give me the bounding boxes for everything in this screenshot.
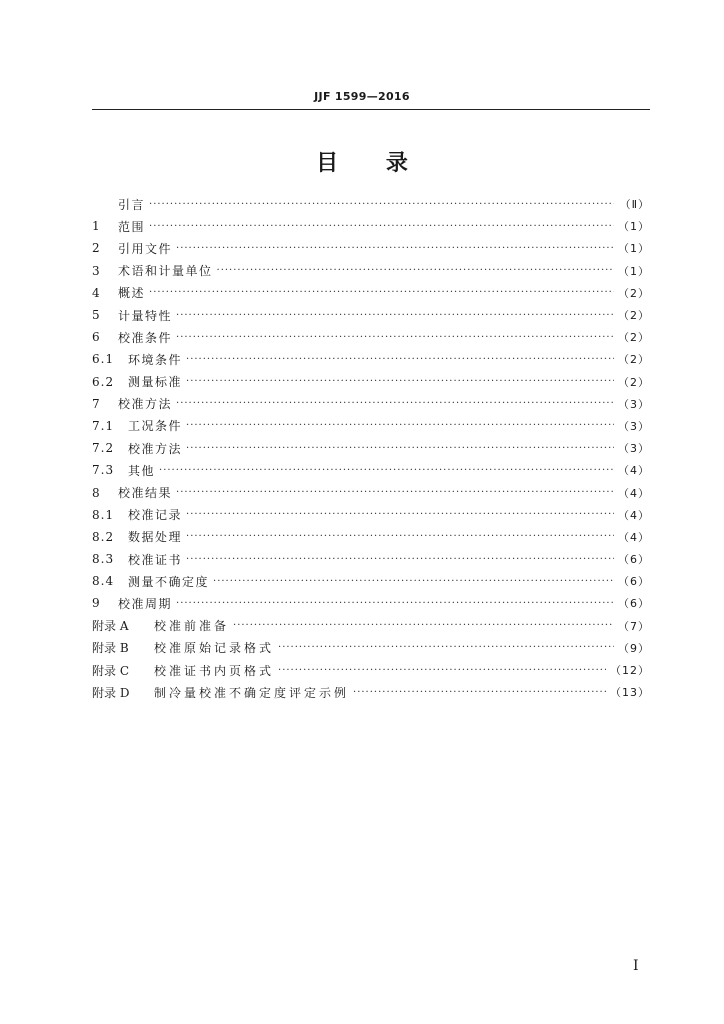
- toc-entry-page: （3）: [618, 419, 650, 433]
- toc-entry-page: （1）: [618, 220, 650, 234]
- toc-entry[interactable]: [92, 659, 650, 681]
- toc-entry-page: （4）: [618, 486, 650, 500]
- toc-entry-page: （9）: [618, 641, 650, 655]
- toc-entry[interactable]: [92, 504, 650, 526]
- toc-leader-dots: [353, 687, 606, 698]
- toc-entry[interactable]: [92, 371, 650, 393]
- page-title: 目 录: [316, 151, 408, 176]
- toc-entry-title: 校准证书内页格式: [154, 663, 275, 678]
- toc-entry-page: （12）: [610, 664, 650, 678]
- toc-entry-number: 附录 B: [92, 641, 129, 656]
- toc-entry[interactable]: [92, 615, 650, 637]
- toc-entry-number: 8.2: [92, 529, 115, 544]
- toc-entry-title: 术语和计量单位: [118, 264, 213, 279]
- toc-entry[interactable]: [92, 481, 650, 503]
- toc-entry-number: 2: [92, 241, 101, 256]
- toc-entry[interactable]: [92, 215, 650, 237]
- toc-entry-page: （4）: [618, 530, 650, 544]
- toc-entry-number: 8.3: [92, 552, 115, 567]
- toc-entry-page: （4）: [618, 464, 650, 478]
- toc-leader-dots: [186, 443, 614, 454]
- toc-entry[interactable]: [92, 237, 650, 259]
- toc-entry-page: （Ⅱ）: [619, 198, 650, 212]
- toc-entry-page: （3）: [618, 442, 650, 456]
- toc-entry-page: （3）: [618, 397, 650, 411]
- toc-entry-number: 4: [92, 285, 101, 300]
- toc-entry[interactable]: [92, 548, 650, 570]
- toc-entry[interactable]: [92, 526, 650, 548]
- toc-entry-number: 附录 D: [92, 685, 130, 700]
- toc-entry[interactable]: [92, 282, 650, 304]
- toc-entry-title: 校准证书: [128, 552, 183, 567]
- toc-leader-dots: [186, 531, 614, 542]
- toc-leader-dots: [176, 243, 614, 254]
- toc-entry-number: 7.1: [92, 418, 115, 433]
- toc-entry-page: （6）: [618, 575, 650, 589]
- toc-entry-page: （1）: [618, 242, 650, 256]
- page-number: I: [633, 958, 639, 974]
- toc-entry[interactable]: [92, 570, 650, 592]
- toc-entry-title: 其他: [128, 463, 156, 478]
- toc-entry[interactable]: [92, 437, 650, 459]
- toc-entry[interactable]: [92, 326, 650, 348]
- toc-entry[interactable]: [92, 348, 650, 370]
- toc-entry-title: 测量标准: [128, 375, 183, 390]
- toc-entry-page: （4）: [618, 508, 650, 522]
- toc-entry-title: 工况条件: [128, 419, 183, 434]
- toc-leader-dots: [278, 665, 606, 676]
- toc-entry-number: 1: [92, 219, 101, 234]
- toc-entry-title: 引用文件: [118, 241, 173, 256]
- toc-leader-dots: [278, 642, 614, 653]
- toc-entry-page: （13）: [610, 686, 650, 700]
- toc-entry-title: 校准结果: [118, 486, 173, 501]
- toc-entry-number: 7: [92, 396, 101, 411]
- toc-leader-dots: [176, 332, 614, 343]
- toc-leader-dots: [233, 620, 614, 631]
- toc-entry-page: （6）: [618, 597, 650, 611]
- toc-entry-number: 3: [92, 263, 101, 278]
- toc-entry[interactable]: [92, 637, 650, 659]
- toc-entry-title: 计量特性: [118, 308, 173, 323]
- toc-entry-title: 校准方法: [118, 397, 173, 412]
- toc-entry[interactable]: [92, 393, 650, 415]
- toc-entry-page: （2）: [618, 353, 650, 367]
- toc-entry-page: （2）: [618, 331, 650, 345]
- toc-entry[interactable]: [92, 415, 650, 437]
- toc-entry-title: 校准周期: [118, 596, 173, 611]
- toc-entry[interactable]: [92, 193, 650, 215]
- toc-leader-dots: [186, 376, 614, 387]
- toc-entry[interactable]: [92, 260, 650, 282]
- toc-entry-title: 制冷量校准不确定度评定示例: [154, 685, 350, 700]
- toc-leader-dots: [217, 265, 614, 276]
- toc-entry-page: （7）: [618, 619, 650, 633]
- toc-entry[interactable]: [92, 304, 650, 326]
- toc-entry-title: 范围: [118, 219, 146, 234]
- toc-entry-title: 校准前准备: [154, 619, 230, 634]
- toc-entry[interactable]: [92, 681, 650, 703]
- toc-entry-number: 6.1: [92, 352, 115, 367]
- toc-leader-dots: [159, 465, 614, 476]
- toc-entry-title: 校准条件: [118, 330, 173, 345]
- toc-entry-number: 5: [92, 308, 101, 323]
- toc-leader-dots: [149, 287, 614, 298]
- toc-leader-dots: [149, 199, 614, 210]
- standard-code: JJF 1599—2016: [314, 90, 410, 103]
- toc-entry-number: 8.1: [92, 507, 115, 522]
- toc-entry-page: （6）: [618, 553, 650, 567]
- toc-entry-title: 概述: [118, 286, 146, 301]
- toc-entry-page: （2）: [618, 309, 650, 323]
- toc-entry-title: 校准方法: [128, 441, 183, 456]
- table-of-contents: [92, 193, 650, 703]
- toc-leader-dots: [176, 598, 614, 609]
- toc-leader-dots: [149, 221, 614, 232]
- toc-entry-page: （2）: [618, 375, 650, 389]
- toc-entry[interactable]: [92, 459, 650, 481]
- toc-leader-dots: [186, 354, 614, 365]
- toc-entry-page: （1）: [618, 264, 650, 278]
- toc-entry-number: 7.2: [92, 441, 115, 456]
- toc-entry-number: 附录 A: [92, 619, 129, 634]
- toc-entry-number: 8.4: [92, 574, 115, 589]
- toc-entry-title: 引言: [118, 197, 146, 212]
- toc-leader-dots: [186, 420, 614, 431]
- toc-entry-title: 测量不确定度: [128, 574, 210, 589]
- toc-entry-number: 6.2: [92, 374, 115, 389]
- toc-entry-number: 7.3: [92, 463, 115, 478]
- toc-leader-dots: [186, 509, 614, 520]
- toc-entry-title: 数据处理: [128, 530, 183, 545]
- toc-leader-dots: [186, 554, 614, 565]
- toc-entry-title: 校准原始记录格式: [154, 641, 275, 656]
- toc-leader-dots: [213, 576, 614, 587]
- toc-entry-number: 8: [92, 485, 101, 500]
- toc-entry-title: 校准记录: [128, 508, 183, 523]
- toc-leader-dots: [176, 398, 614, 409]
- toc-entry-page: （2）: [618, 286, 650, 300]
- toc-entry[interactable]: [92, 592, 650, 614]
- toc-leader-dots: [176, 487, 614, 498]
- toc-entry-number: 6: [92, 330, 101, 345]
- toc-entry-number: 附录 C: [92, 663, 129, 678]
- toc-entry-number: 9: [92, 596, 101, 611]
- header-divider: [92, 109, 650, 110]
- toc-entry-title: 环境条件: [128, 352, 183, 367]
- toc-leader-dots: [176, 310, 614, 321]
